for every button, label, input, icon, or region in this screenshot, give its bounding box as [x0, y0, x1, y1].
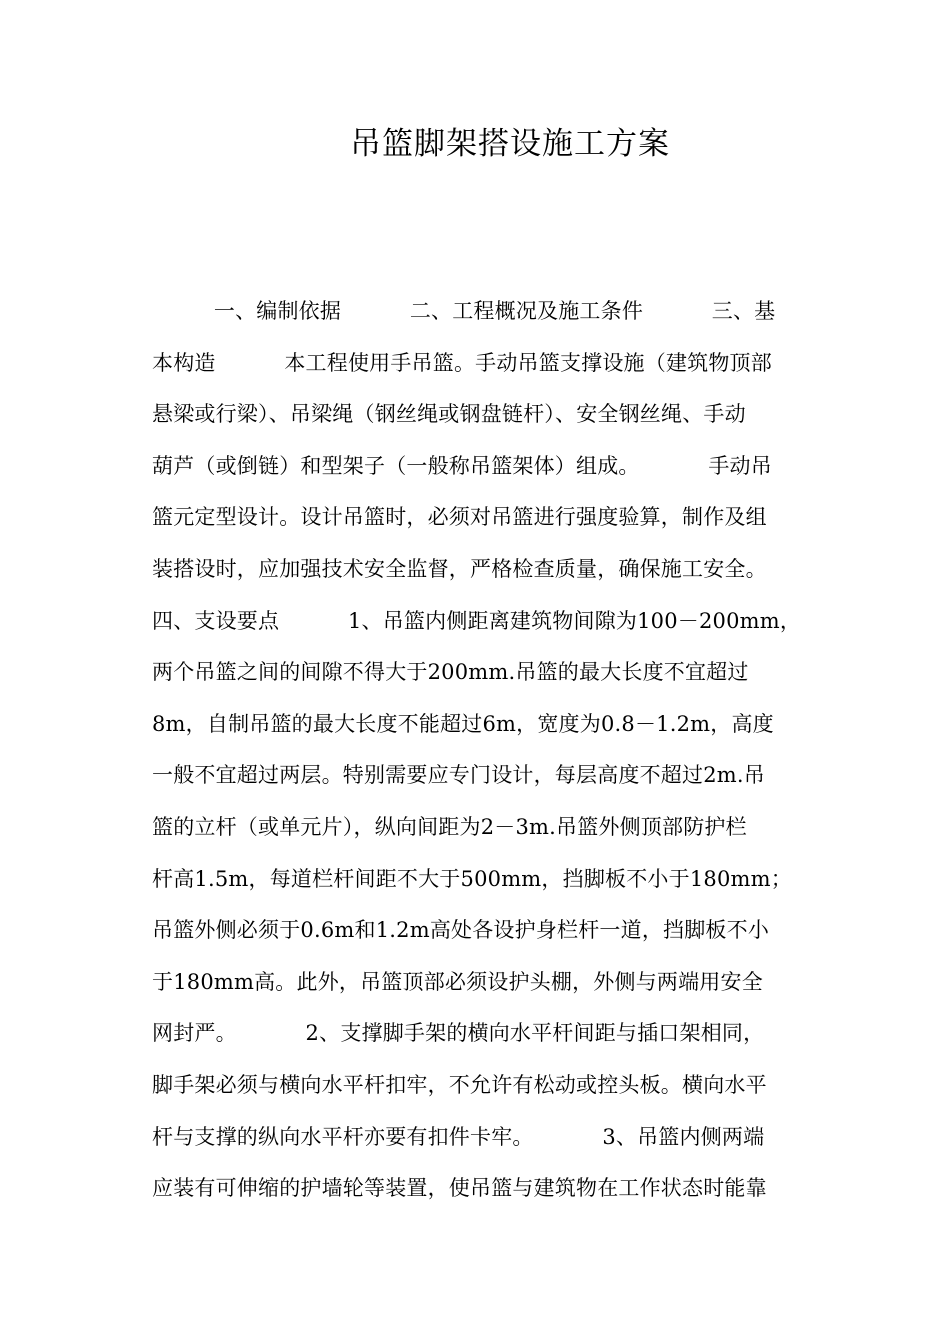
body-line: 篮元定型设计。设计吊篮时，必须对吊篮进行强度验算，制作及组	[152, 505, 767, 530]
body-line: 脚手架必须与横向水平杆扣牢，不允许有松动或控头板。横向水平	[152, 1072, 767, 1097]
body-line: 杆高1.5m，每道栏杆间距不大于500mm，挡脚板不小于180mm；	[152, 866, 792, 891]
body-line: 网封严。 2、支撑脚手架的横向水平杆间距与插口架相同，	[152, 1021, 765, 1046]
body-line: 杆与支撑的纵向水平杆亦要有扣件卡牢。 3、吊篮内侧两端	[152, 1124, 765, 1149]
body-line: 吊篮外侧必须于0.6m和1.2m高处各设护身栏杆一道，挡脚板不小	[152, 918, 770, 943]
body-line: 8m，自制吊篮的最大长度不能超过6m，宽度为0.8－1.2m，高度	[152, 711, 774, 736]
document-body	[152, 291, 812, 1220]
body-line: 葫芦（或倒链）和型架子（一般称吊篮架体）组成。 手动吊	[152, 453, 772, 478]
body-line: 本构造 本工程使用手吊篮。手动吊篮支撑设施（建筑物顶部	[152, 350, 772, 375]
body-line: 于180mm高。此外，吊篮顶部必须设护头棚，外侧与两端用安全	[152, 969, 763, 994]
body-line: 篮的立杆（或单元片），纵向间距为2－3m.吊篮外侧顶部防护栏	[152, 814, 747, 839]
body-line: 一、编制依据 二、工程概况及施工条件 三、基	[152, 299, 776, 323]
body-line: 两个吊篮之间的间隙不得大于200mm.吊篮的最大长度不宜超过	[152, 660, 749, 685]
body-line: 装搭设时，应加强技术安全监督，严格检查质量，确保施工安全。	[152, 556, 767, 581]
body-line: 应装有可伸缩的护墙轮等装置，使吊篮与建筑物在工作状态时能靠	[152, 1176, 767, 1201]
body-line: 一般不宜超过两层。特别需要应专门设计，每层高度不超过2m.吊	[152, 763, 765, 788]
body-line: 四、支设要点 1、吊篮内侧距离建筑物间隙为100－200mm，	[152, 608, 802, 633]
document-title: 吊篮脚架搭设施工方案	[350, 126, 670, 162]
body-line: 悬梁或行梁）、吊梁绳（钢丝绳或钢盘链杆）、安全钢丝绳、手动	[152, 402, 746, 427]
